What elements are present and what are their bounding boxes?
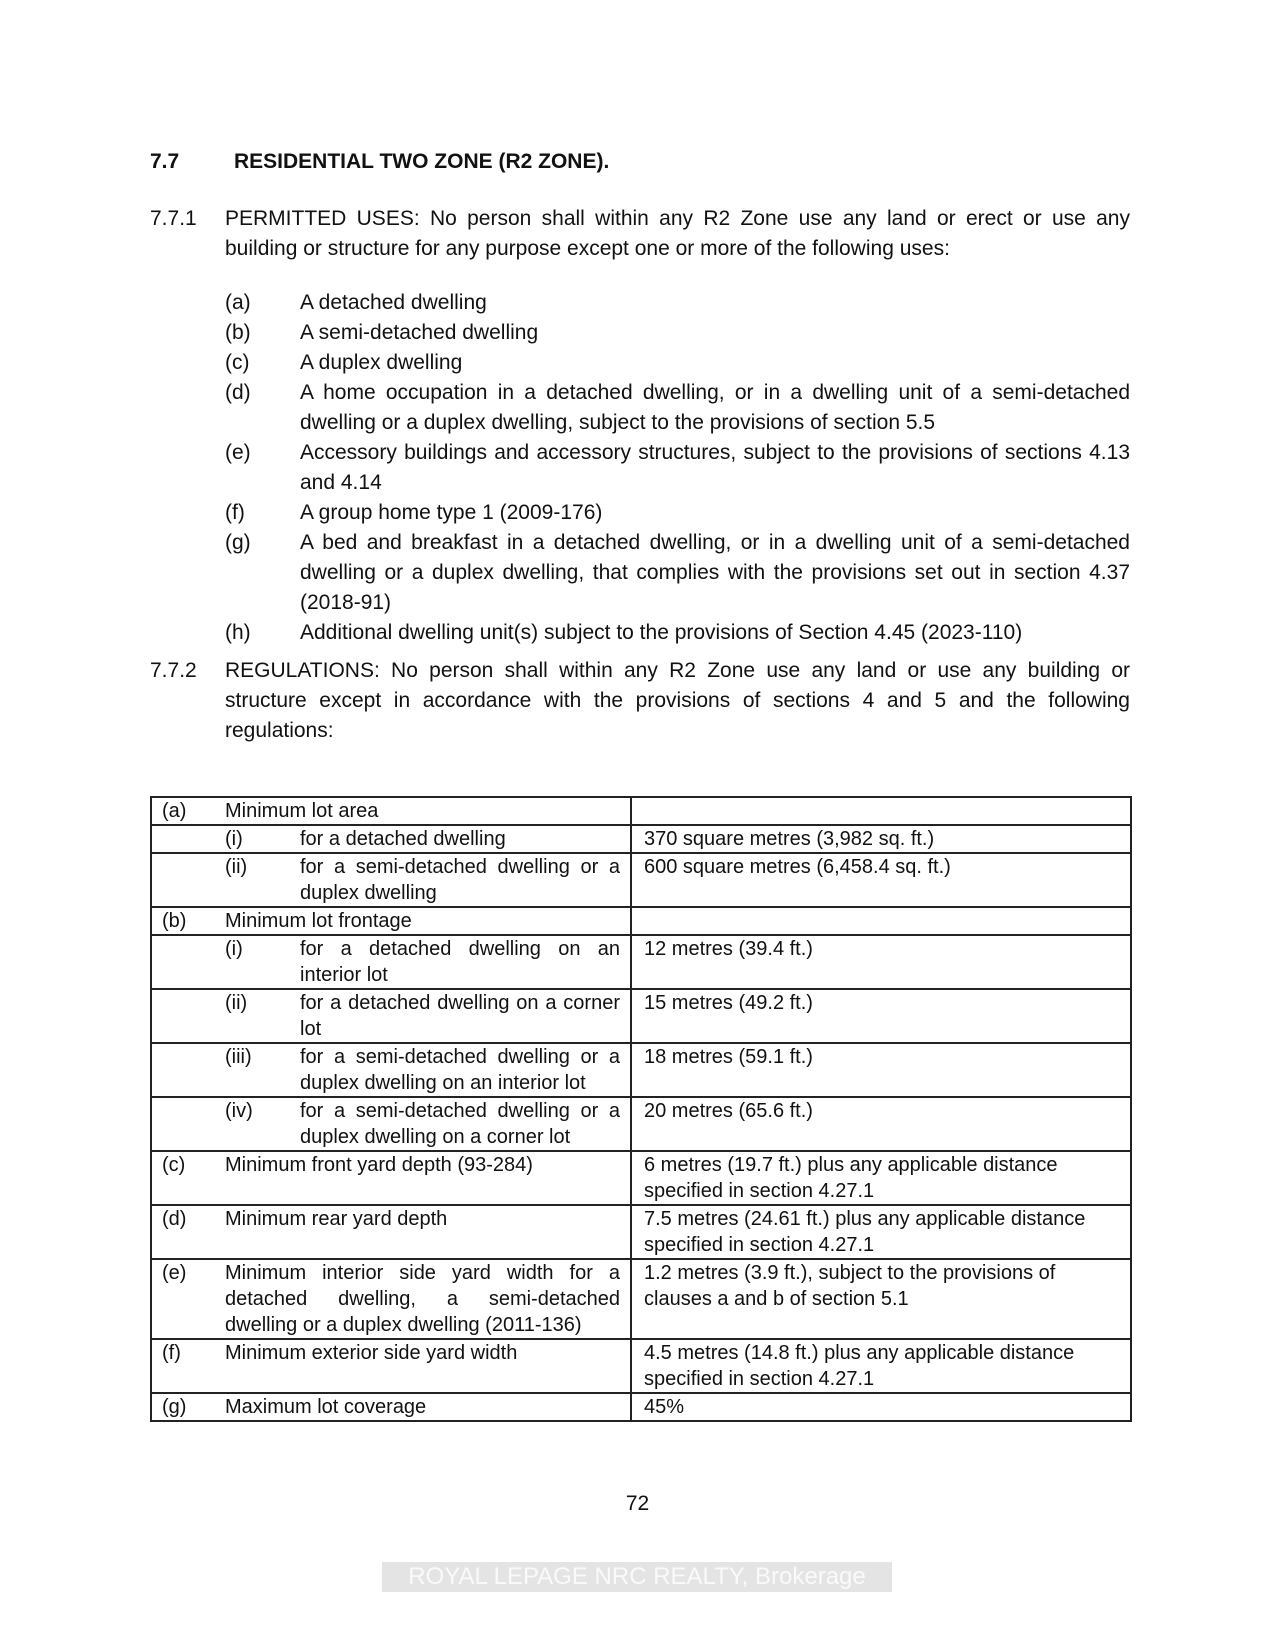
table-row: (d) Minimum rear yard depth 7.5 metres (24.61 ft.) plus any applicable distance specified in section 4.27.1 bbox=[151, 1205, 1131, 1259]
table-row: (e) Minimum interior side yard width for a detached dwelling, a semi-detached dwelling or a duplex dwelling (2011-136) 1.2 metres (3.9 ft.), subject to the provisions of clauses a and b of section 5.1 bbox=[151, 1259, 1131, 1339]
list-item: (g) A bed and breakfast in a detached dwelling, or in a dwelling unit of a semi-detached dwelling or a duplex dwelling, that complies with the provisions set out in section 4.37 (2018-91) bbox=[225, 531, 1130, 614]
table-row: (i) for a detached dwelling on an interior lot 12 metres (39.4 ft.) bbox=[151, 935, 1131, 989]
list-item: (b) A semi-detached dwelling bbox=[225, 321, 539, 344]
table-row: (b) Minimum lot frontage bbox=[151, 907, 1131, 935]
list-item: (a) A detached dwelling bbox=[225, 291, 487, 314]
table-row: (i) for a detached dwelling 370 square metres (3,982 sq. ft.) bbox=[151, 825, 1131, 853]
table-row: (ii) for a detached dwelling on a corner lot 15 metres (49.2 ft.) bbox=[151, 989, 1131, 1043]
regulations-table bbox=[150, 796, 1132, 1422]
section-heading bbox=[150, 150, 609, 174]
regulations-number: 7.7.2 bbox=[150, 659, 197, 682]
table-row: (iv) for a semi-detached dwelling or a duplex dwelling on a corner lot 20 metres (65.6 ft.) bbox=[151, 1097, 1131, 1151]
list-item: (d) A home occupation in a detached dwelling, or in a dwelling unit of a semi-detached dwelling or a duplex dwelling, subject to the provisions of section 5.5 bbox=[225, 381, 1130, 434]
permitted-uses-list bbox=[225, 288, 1130, 648]
permitted-uses-text: PERMITTED USES: No person shall within any R2 Zone use any land or erect or use any building or structure for any purpose except one or more of the following uses: bbox=[225, 207, 1130, 260]
table-row: (ii) for a semi-detached dwelling or a duplex dwelling 600 square metres (6,458.4 sq. ft.) bbox=[151, 853, 1131, 907]
table-row: (g) Maximum lot coverage 45% bbox=[151, 1393, 1131, 1421]
regulations-text: REGULATIONS: No person shall within any R2 Zone use any land or use any building or structure except in accordance with the provisions of sections 4 and 5 and the following regulations: bbox=[225, 659, 1130, 742]
section-number: 7.7 bbox=[150, 150, 180, 173]
permitted-uses-paragraph bbox=[150, 204, 1130, 264]
table-row: (c) Minimum front yard depth (93-284) 6 metres (19.7 ft.) plus any applicable distance specified in section 4.27.1 bbox=[151, 1151, 1131, 1205]
brokerage-watermark: ROYAL LEPAGE NRC REALTY, Brokerage bbox=[382, 1562, 892, 1592]
page-number: 72 bbox=[625, 1492, 650, 1515]
list-item: (e) Accessory buildings and accessory structures, subject to the provisions of sections 4.13 and 4.14 bbox=[225, 441, 1130, 494]
list-item: (f) A group home type 1 (2009-176) bbox=[225, 501, 603, 524]
table-row: (iii) for a semi-detached dwelling or a duplex dwelling on an interior lot 18 metres (59.1 ft.) bbox=[151, 1043, 1131, 1097]
list-item: (c) A duplex dwelling bbox=[225, 351, 463, 374]
table-row: (a) Minimum lot area bbox=[151, 797, 1131, 825]
regulations-paragraph bbox=[150, 656, 1130, 746]
table-row: (f) Minimum exterior side yard width 4.5 metres (14.8 ft.) plus any applicable distance specified in section 4.27.1 bbox=[151, 1339, 1131, 1393]
permitted-uses-number: 7.7.1 bbox=[150, 207, 197, 230]
section-title: RESIDENTIAL TWO ZONE (R2 ZONE). bbox=[234, 150, 610, 173]
list-item: (h) Additional dwelling unit(s) subject to the provisions of Section 4.45 (2023-110) bbox=[225, 621, 1023, 644]
